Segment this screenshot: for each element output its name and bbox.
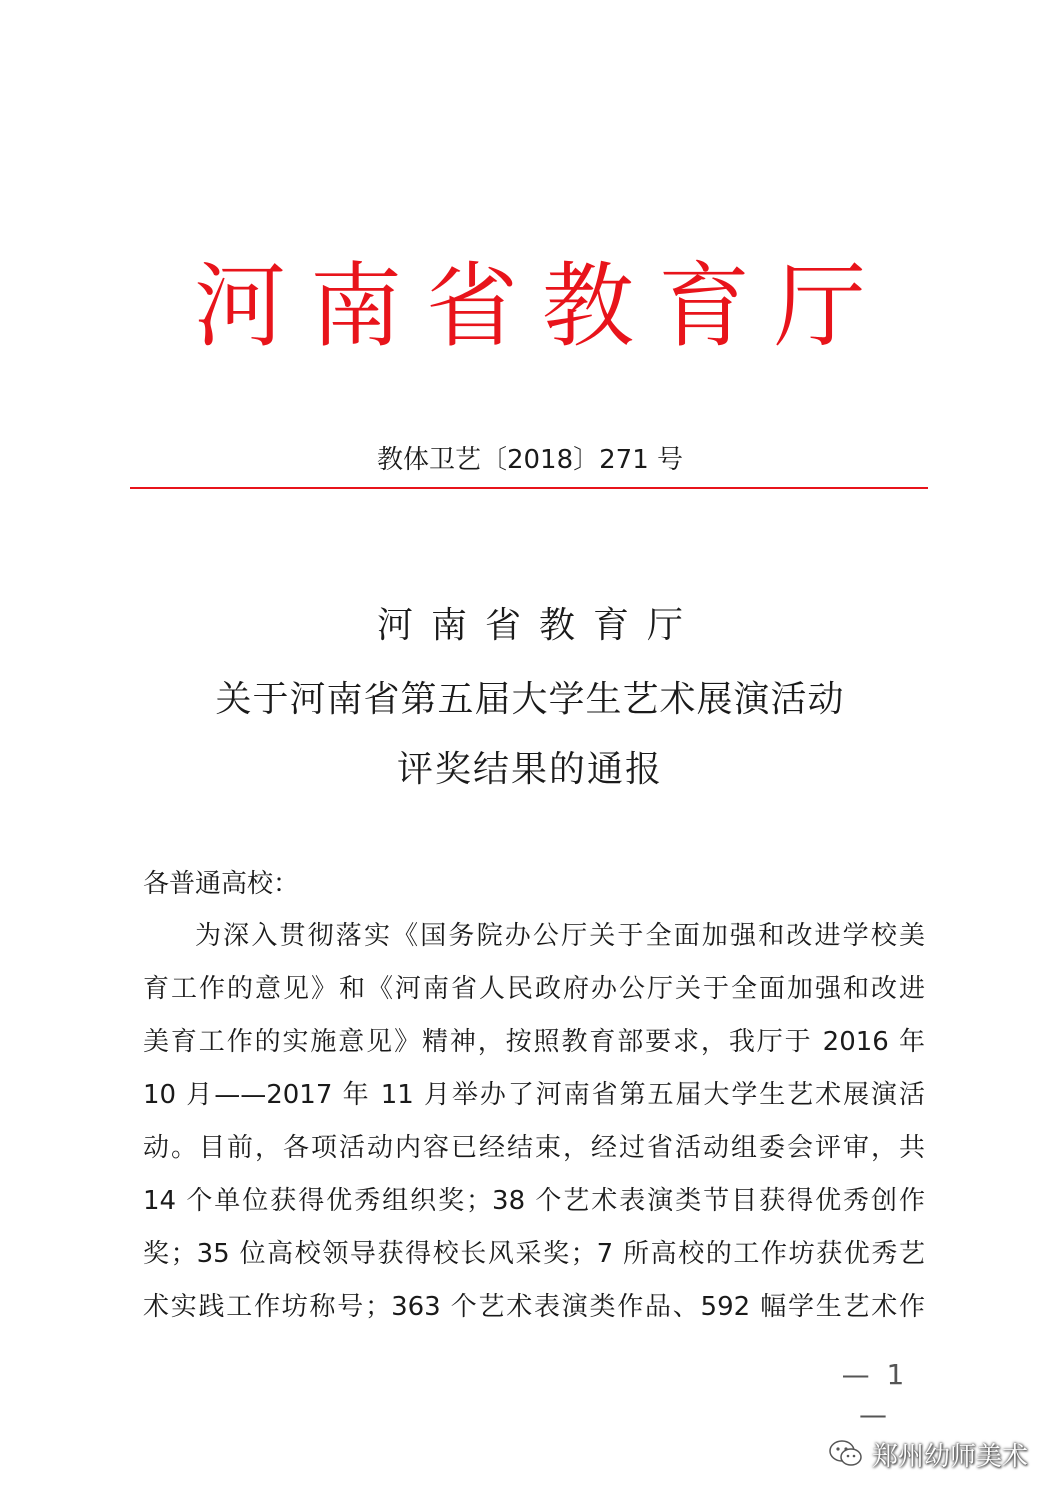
body-text-line: 美育工作的实施意见》精神，按照教育部要求，我厅于 2016 年 — [143, 1027, 925, 1057]
body-text-line: 奖；35 位高校领导获得校长风采奖；7 所高校的工作坊获优秀艺 — [143, 1239, 925, 1269]
body-text-line: 为深入贯彻落实《国务院办公厅关于全面加强和改进学校美 — [195, 921, 925, 951]
notice-title-line-3: 评奖结果的通报 — [396, 749, 663, 790]
body-text-line: 10 月——2017 年 11 月举办了河南省第五届大学生艺术展演活 — [143, 1080, 925, 1110]
wechat-icon — [828, 1439, 864, 1469]
watermark-text: 郑州幼师美术 — [871, 1441, 1028, 1472]
body-text-line: 14 个单位获得优秀组织奖；38 个艺术表演类节目获得优秀创作 — [143, 1186, 925, 1216]
salutation: 各普通高校： — [143, 869, 300, 899]
body-text-line: 育工作的意见》和《河南省人民政府办公厅关于全面加强和改进 — [143, 974, 925, 1004]
notice-title-line-1: 河南省教育厅 — [376, 605, 701, 646]
body-text-line: 动。目前，各项活动内容已经结束，经过省活动组委会评审，共 — [143, 1133, 925, 1163]
masthead-title: 河南省教育厅 — [193, 253, 890, 360]
body-text-line: 术实践工作坊称号；363 个艺术表演类作品、592 幅学生艺术作 — [143, 1292, 925, 1322]
red-divider-line — [130, 487, 928, 489]
notice-title-line-2: 关于河南省第五届大学生艺术展演活动 — [215, 679, 845, 720]
document-number: 教体卫艺〔2018〕271 号 — [376, 445, 684, 475]
watermark — [828, 1434, 1028, 1474]
page-number: — 1 — — [841, 1358, 909, 1431]
